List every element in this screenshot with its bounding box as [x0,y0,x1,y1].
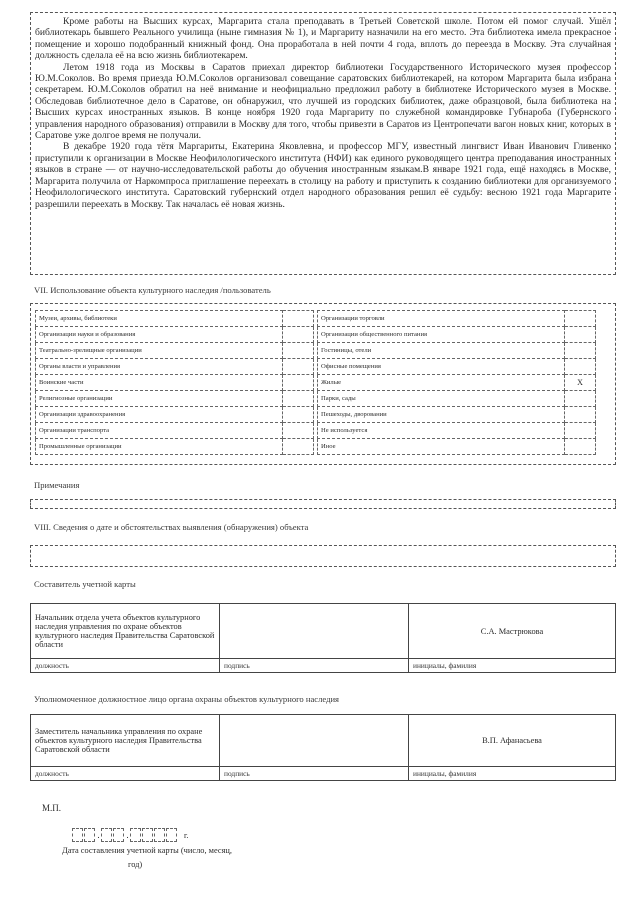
usage-row [318,439,596,455]
usage-label: Пешеходы, дворовании [318,407,565,423]
usage-left-column [35,310,314,455]
usage-label: Воинские части [36,375,283,391]
date-caption-line-1: Дата составления учетной карты (число, месяц, [62,846,233,855]
usage-label: Органы власти и управления [36,359,283,375]
usage-mark[interactable] [565,359,596,375]
date-digit-box[interactable] [101,828,112,842]
usage-grid [30,303,616,465]
official-name: В.П. Афанасьева [409,715,616,767]
compiler-signature[interactable] [220,604,409,659]
usage-mark[interactable] [565,407,596,423]
notes-title: Примечания [34,480,80,490]
usage-mark[interactable] [565,311,596,327]
usage-row [318,407,596,423]
narrative-block [30,12,616,275]
usage-label: Парки, сады [318,391,565,407]
usage-row [36,423,314,439]
usage-mark[interactable] [565,423,596,439]
usage-label: Организации торговли [318,311,565,327]
usage-row [318,343,596,359]
date-digit-box[interactable] [72,828,83,842]
narrative-paragraph-2: Летом 1918 года из Москвы в Саратов приехал директор библиотеки Государственного Исторического музея профессор Ю.М.Соколов. Во время приезда Ю.М.Соколов организовал совещание саратовских библиотекарей, на котором Маргарита была избрана секретарем. Ю.М.Соколов обратил на неё внимание и неофициально предложил работу в библиотеке Исторического музея в Москве. Обследовав библиотечное дело в Саратове, он обнаружил, что лучшей из городских библиотек, даже образцовой, была библиотека на Высших курсах иностранных языков. В конце ноября 1920 года Маргариту по служебной командировке Губнароба (Губернского управления народного образования) отправили в Москву для того, чтобы привезти в Саратов из Центропечати вагон новых книг, которых в Саратове уже долгое время не получали. [35,61,611,142]
usage-row [36,343,314,359]
date-caption-line-2: год) [128,860,143,869]
official-table [30,714,616,781]
usage-row [36,359,314,375]
compiler-signature-caption: подпись [220,659,409,673]
usage-row [318,375,596,391]
usage-mark[interactable]: Х [565,375,596,391]
usage-label: Офисные помещения [318,359,565,375]
usage-mark[interactable] [283,327,314,343]
usage-label: Организации транспорта [36,423,283,439]
usage-mark[interactable] [283,343,314,359]
usage-label: Религиозные организации [36,391,283,407]
usage-mark[interactable] [565,343,596,359]
usage-mark[interactable] [283,359,314,375]
year-suffix: г. [184,830,189,840]
notes-field[interactable] [30,499,616,509]
usage-mark[interactable] [565,327,596,343]
date-digit-box[interactable] [142,828,153,842]
official-title: Уполномоченное должностное лицо органа охраны объектов культурного наследия [34,694,340,704]
compiler-table [30,603,616,673]
narrative-paragraph-1: Кроме работы на Высших курсах, Маргарита стала преподавать в Третьей Советской школе. Потом ей помог случай. Ушёл библиотекарь бывшего Реального училища (ныне гимназия № 1), и Маргариту назначили на его место. Эта библиотека имела прекрасное помещение и хорошо подобранный книжный фонд. Она проработала в ней почти 4 года, вплоть до переезда в Москву. Эта случайная должность сделала её на всю жизнь библиотекарем. [35,16,611,62]
usage-label: Организации науки и образования [36,327,283,343]
usage-label: Организации здравоохранения [36,407,283,423]
date-digit-box[interactable] [166,828,177,842]
compiler-title: Составитель учетной карты [34,579,136,589]
official-position: Заместитель начальника управления по охране объектов культурного наследия Правительства Саратовской области [31,715,220,767]
usage-row [36,439,314,455]
usage-label: Промышленные организации [36,439,283,455]
usage-row [318,391,596,407]
compiler-position: Начальник отдела учета объектов культурного наследия управления по охране объектов культурного наследия Правительства Саратовской области [31,604,220,659]
compiler-name: С.А. Мастрюкова [409,604,616,659]
narrative-paragraph-3: В декабре 1920 года тётя Маргариты, Екатерина Яковлевна, и профессор МГУ, известный лингвист Иван Иванович Гливенко приступили к организации в Москве Неофилологического института (НФИ) как единого руководящего центра преподавания иностранных языков в стране — от научно-исследовательской работы до обучения иностранным языкам.В январе 1921 года, ещё находясь в Москве, Маргарита получила от Наркомпроса приглашение переехать в столицу на работу и приступить к созданию библиотеки для организуемого Неофилологического института. Саратовский губернский отдел народного образования решил её судьбу: весною 1921 года Маргарите разрешили переехать в Москву. Так началась её новая жизнь. [35,141,611,210]
compiler-name-caption: инициалы, фамилия [409,659,616,673]
official-name-caption: инициалы, фамилия [409,767,616,781]
usage-label: Организации общественного питания [318,327,565,343]
usage-row [318,311,596,327]
compiler-position-caption: должность [31,659,220,673]
usage-label: Иное [318,439,565,455]
date-digit-box[interactable] [84,828,95,842]
usage-label: Жилые [318,375,565,391]
usage-row [36,407,314,423]
usage-label: Не используется [318,423,565,439]
usage-label: Театрально-зрелищные организации [36,343,283,359]
date-boxes[interactable]: . . г. [72,826,188,844]
seal-label: М.П. [42,803,62,813]
usage-mark[interactable] [283,391,314,407]
usage-mark[interactable] [283,311,314,327]
date-digit-box[interactable] [113,828,124,842]
usage-mark[interactable] [565,391,596,407]
official-signature[interactable] [220,715,409,767]
usage-row [36,327,314,343]
usage-right-column [317,310,596,455]
date-digit-box[interactable] [130,828,141,842]
usage-row [318,327,596,343]
usage-row [318,423,596,439]
usage-row [36,311,314,327]
usage-section-title: VII. Использование объекта культурного наследия /пользователь [34,285,271,295]
usage-mark[interactable] [565,439,596,455]
usage-mark[interactable] [283,375,314,391]
usage-label: Музеи, архивы, библиотеки [36,311,283,327]
date-digit-box[interactable] [154,828,165,842]
usage-mark[interactable] [283,439,314,455]
usage-label: Гостиницы, отели [318,343,565,359]
usage-mark[interactable] [283,407,314,423]
discovery-field[interactable] [30,545,616,567]
usage-row [36,375,314,391]
discovery-title: VIII. Сведения о дате и обстоятельствах выявления (обнаружения) объекта [34,522,309,532]
usage-row [36,391,314,407]
official-position-caption: должность [31,767,220,781]
usage-row [318,359,596,375]
usage-mark[interactable] [283,423,314,439]
official-signature-caption: подпись [220,767,409,781]
